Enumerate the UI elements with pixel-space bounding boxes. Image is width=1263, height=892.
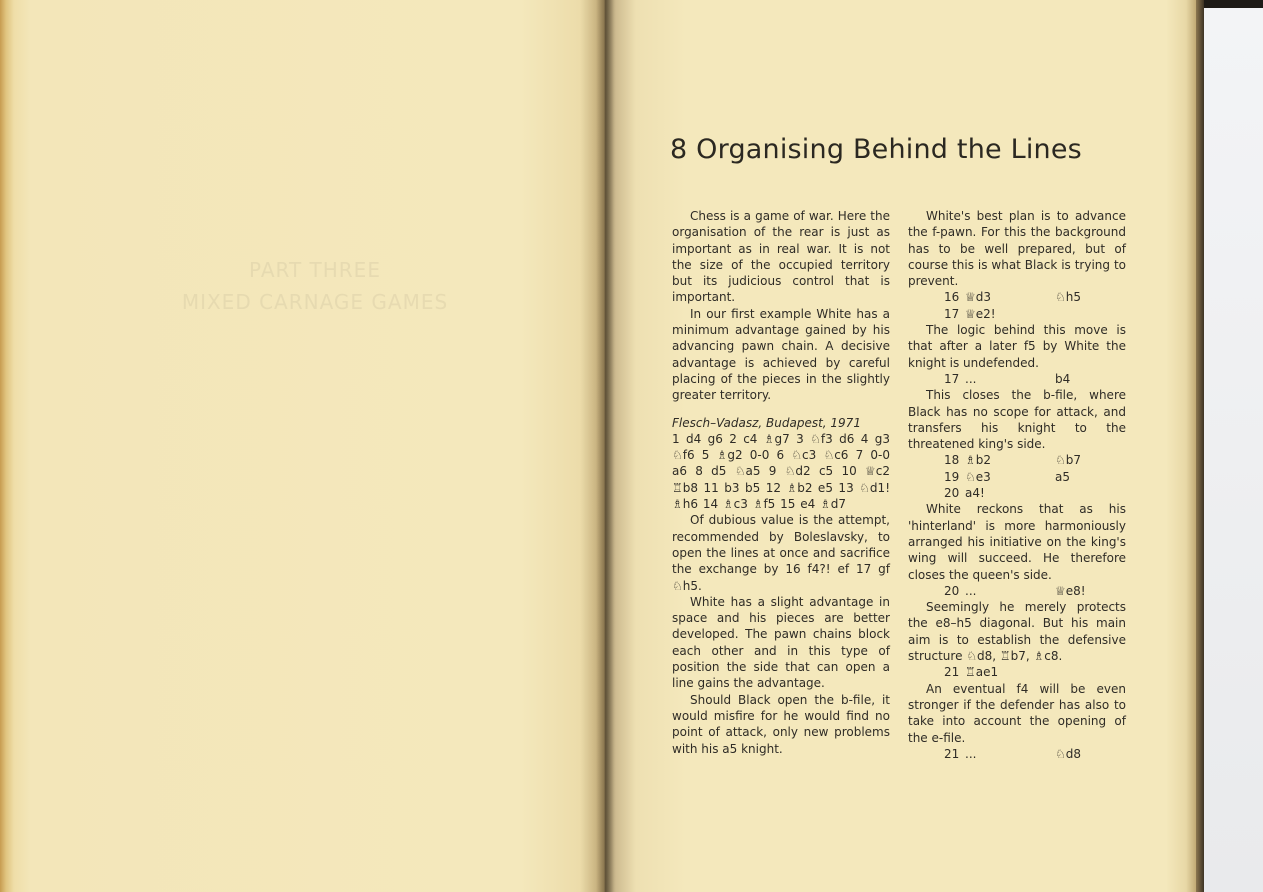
black-move [1055, 306, 1126, 322]
white-move: ... [965, 746, 977, 761]
white-move: ♕e2! [965, 306, 996, 321]
move-line [908, 485, 1126, 501]
move-number: 21 [944, 746, 960, 761]
move-list: 1 d4 g6 2 c4 ♗g7 3 ♘f3 d6 4 g3 ♘f6 5 ♗g2 0-0 6 ♘c3 ♘c6 7 0-0 a6 8 d5 ♘a5 9 ♘d2 c5 10 ♕c2 ♖b8 11 b3 b5 12 ♗b2 e5 13 ♘d1! ♗h6 14 ♗c3 ♗f5 15 e4 ♗d7 [672, 431, 890, 512]
black-move: a5 [1055, 469, 1070, 484]
move-line [908, 371, 1126, 387]
move-line [908, 306, 1126, 322]
text-column-right [908, 208, 1126, 762]
book-edge [1196, 0, 1204, 892]
gutter-shadow [596, 0, 616, 892]
black-move: b4 [1055, 371, 1071, 386]
background-top [1204, 0, 1263, 8]
paragraph: White's best plan is to advance the f-pawn. For this the background has to be well prepared, but of course this is what Black is trying to prevent. [908, 209, 1126, 289]
black-move [1055, 664, 1126, 680]
text-column-left [672, 208, 890, 757]
bleed-through-line: MIXED CARNAGE GAMES [181, 290, 449, 314]
move-number: 20 [944, 583, 960, 598]
black-move: ♕e8! [1055, 583, 1086, 598]
paragraph: Of dubious value is the attempt, recommended by Boleslavsky, to open the lines at once and sacrifice the exchange by 16 f4?! ef 17 gf ♘h5. [672, 513, 890, 593]
chapter-title: 8 Organising Behind the Lines [670, 134, 1082, 165]
move-line [908, 746, 1126, 762]
move-line [908, 664, 1126, 680]
white-move: ♗b2 [965, 453, 992, 468]
game-heading: Flesch–Vadasz, Budapest, 1971 [672, 415, 861, 430]
paragraph: In our first example White has a minimum advantage gained by his advancing pawn chain. A decisive advantage is achieved by careful placing of the pieces in the slightly greater territory. [672, 306, 890, 403]
spacer [672, 404, 890, 415]
move-line [908, 469, 1126, 485]
paragraph: An eventual f4 will be even stronger if the defender has also to take into account the opening of the e-file. [908, 681, 1126, 745]
move-number: 16 [944, 290, 960, 305]
move-number: 17 [944, 371, 960, 386]
paragraph: Chess is a game of war. Here the organisation of the rear is just as important as in real war. It is not the size of the occupied territory but its judicious control that is important. [672, 209, 890, 305]
move-number: 18 [944, 453, 960, 468]
paragraph: The logic behind this move is that after a later f5 by White the knight is undefended. [908, 323, 1126, 370]
background-surface [1204, 8, 1263, 892]
move-number: 17 [944, 306, 960, 321]
bleed-through-line: PART THREE [249, 258, 381, 282]
move-number: 19 [944, 469, 960, 484]
white-move: ... [965, 583, 977, 598]
black-move: ♘b7 [1055, 453, 1082, 468]
paragraph: White reckons that as his 'hinterland' is more harmoniously arranged his initiative on the king's wing will succeed. He therefore closes the queen's side. [908, 502, 1126, 582]
white-move: ♘e3 [965, 469, 991, 484]
left-page [0, 0, 606, 892]
move-number: 21 [944, 665, 960, 680]
white-move: a4! [965, 486, 985, 501]
paragraph: Should Black open the b-file, it would misfire for he would find no point of attack, only new problems with his a5 knight. [672, 692, 890, 756]
move-line [908, 583, 1126, 599]
move-line [908, 289, 1126, 305]
black-move: ♘h5 [1055, 290, 1081, 305]
white-move: ... [965, 371, 977, 386]
black-move [1055, 485, 1126, 501]
paragraph: White has a slight advantage in space and his pieces are better developed. The pawn chains block each other and in this type of position the side that can open a line gains the advantage. [672, 594, 890, 691]
move-number: 20 [944, 486, 960, 501]
paragraph: Seemingly he merely protects the e8–h5 diagonal. But his main aim is to establish the defensive structure ♘d8, ♖b7, ♗c8. [908, 600, 1126, 664]
black-move: ♘d8 [1055, 746, 1082, 761]
white-move: ♕d3 [965, 290, 992, 305]
move-line [908, 452, 1126, 468]
paragraph: This closes the b-file, where Black has no scope for attack, and transfers his knight to the threatened king's side. [908, 388, 1126, 452]
white-move: ♖ae1 [965, 665, 999, 680]
